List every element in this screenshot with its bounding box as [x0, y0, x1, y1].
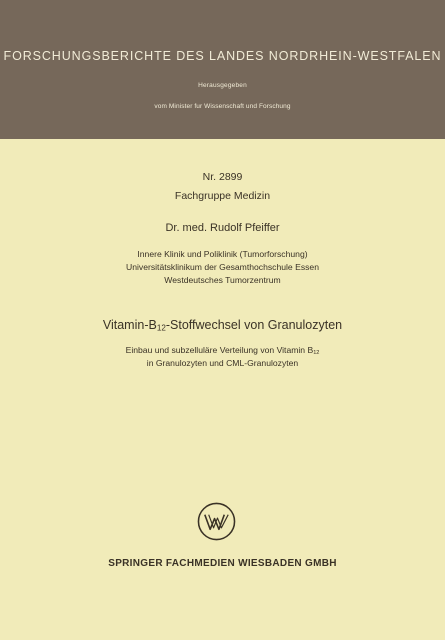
editor-label: Herausgegeben	[198, 82, 247, 89]
institution-line: Innere Klinik und Poliklinik (Tumorforschung)	[137, 249, 308, 259]
title-subscript: 12	[156, 323, 166, 333]
subtitle-line-2: in Granulozyten und CML-Granulozyten	[146, 358, 299, 368]
subtitle-part: Einbau und subzelluläre Verteilung von Vitamin B	[125, 345, 314, 355]
subject-group: Fachgruppe Medizin	[174, 190, 271, 202]
springer-ww-logo-icon	[197, 502, 236, 541]
series-title: FORSCHUNGSBERICHTE DES LANDES NORDRHEIN-WESTFALEN	[3, 49, 442, 63]
institution-line: Westdeutsches Tumorzentrum	[164, 275, 281, 285]
title-part: Vitamin-B	[102, 318, 157, 332]
editor-name: vom Minister fur Wissenschaft und Forschung	[154, 103, 291, 110]
subtitle-subscript: 12	[313, 350, 320, 357]
title-part: -Stoffwechsel von Granulozyten	[165, 318, 343, 332]
book-title	[0, 318, 445, 332]
volume-number: Nr. 2899	[202, 171, 243, 183]
institution-line: Universitätsklinikum der Gesamthochschule Essen	[126, 262, 319, 272]
subtitle-line-1	[0, 344, 445, 357]
book-subtitle	[0, 344, 445, 370]
institution-block	[0, 248, 445, 287]
author-name: Dr. med. Rudolf Pfeiffer	[165, 222, 280, 234]
series-header-band	[0, 0, 445, 139]
publisher-name: SPRINGER FACHMEDIEN WIESBADEN GMBH	[108, 558, 337, 569]
